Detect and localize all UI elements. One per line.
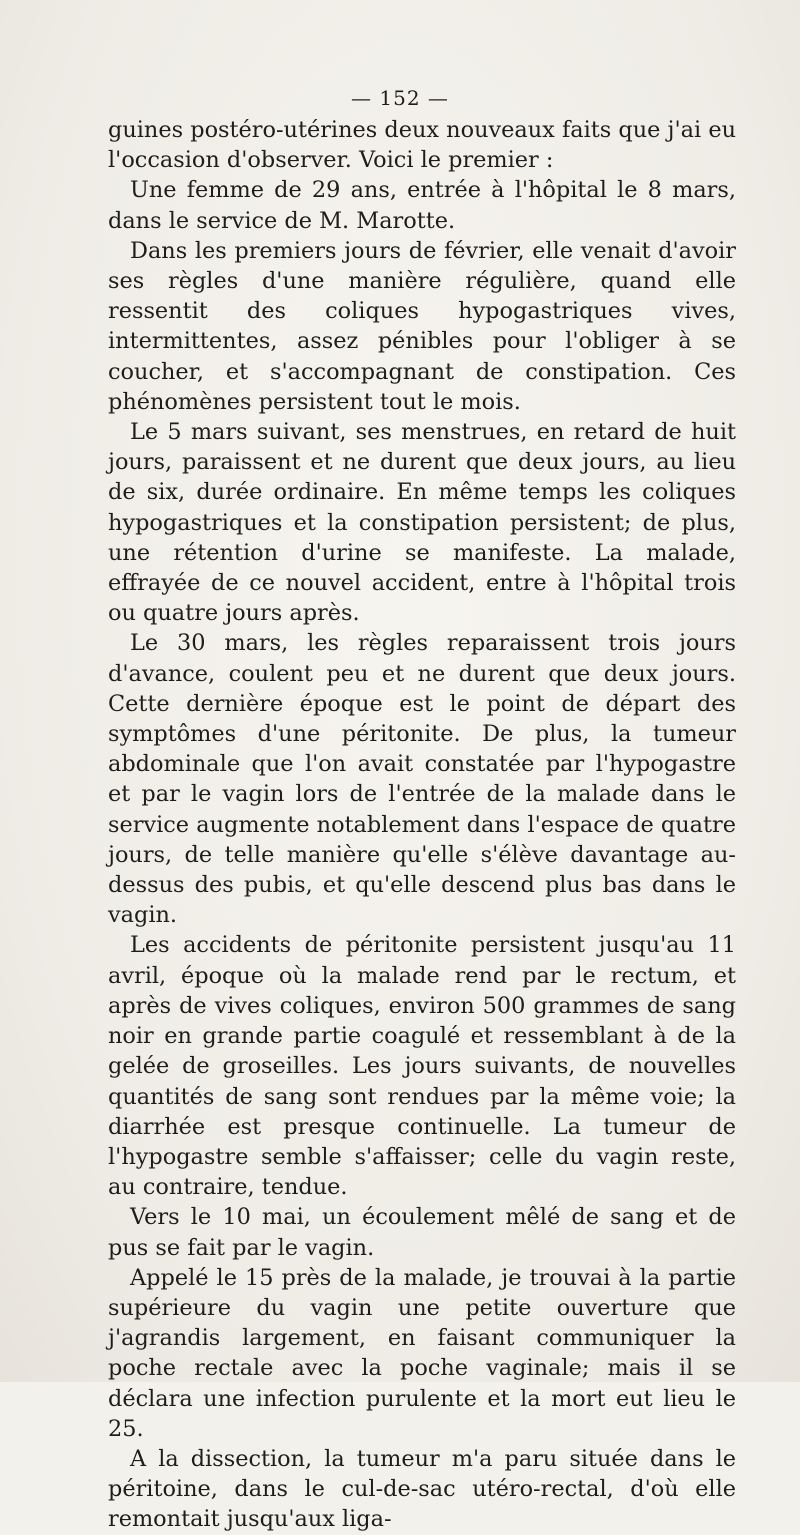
body-text xyxy=(108,115,736,1535)
paragraph: Les accidents de péritonite persistent jusqu'au 11 avril, époque où la malade rend par le rectum, et après de vives coliques, environ 500 grammes de sang noir en grande partie coagulé et ressemblant à de la gelée de groseilles. Les jours suivants, de nouvelles quantités de sang sont rendues par la même voie; la diarrhée est presque continuelle. La tumeur de l'hypogastre semble s'affaisser; celle du vagin reste, au contraire, tendue. xyxy=(108,932,736,1201)
paragraph: Une femme de 29 ans, entrée à l'hôpital le 8 mars, dans le service de M. Marotte. xyxy=(108,177,736,234)
page-number: — 152 — xyxy=(351,86,449,110)
paragraph: Dans les premiers jours de février, elle venait d'avoir ses règles d'une manière régulière, quand elle ressentit des coliques hypogastriques vives, intermittentes, assez pénibles pour l'obliger à se coucher, et s'accompagnant de constipation. Ces phénomènes persistent tout le mois. xyxy=(108,237,736,415)
paragraph: Appelé le 15 près de la malade, je trouvai à la partie supérieure du vagin une petite ouverture que j'agrandis largement, en faisant communiquer la poche rectale avec la poche vaginale; mais il se déclara une infection purulente et la mort eut lieu le 25. xyxy=(108,1264,736,1442)
paragraph: Le 30 mars, les règles reparaissent trois jours d'avance, coulent peu et ne durent que deux jours. Cette dernière époque est le point de départ des symptômes d'une péritonite. De plus, la tumeur abdominale que l'on avait constatée par l'hypogastre et par le vagin lors de l'entrée de la malade dans le service augmente notablement dans l'espace de quatre jours, de telle manière qu'elle s'élève davantage au-dessus des pubis, et qu'elle descend plus bas dans le vagin. xyxy=(108,630,736,929)
paragraph: Vers le 10 mai, un écoulement mêlé de sang et de pus se fait par le vagin. xyxy=(108,1204,736,1261)
paragraph: A la dissection, la tumeur m'a paru située dans le péritoine, dans le cul-de-sac utéro-rectal, d'où elle remontait jusqu'aux liga- xyxy=(108,1445,736,1533)
paragraph: Le 5 mars suivant, ses menstrues, en retard de huit jours, paraissent et ne durent que deux jours, au lieu de six, durée ordinaire. En même temps les coliques hypogastriques et la constipation persistent; de plus, une rétention d'urine se manifeste. La malade, effrayée de ce nouvel accident, entre à l'hôpital trois ou quatre jours après. xyxy=(108,419,736,627)
paragraph-continuation: guines postéro-utérines deux nouveaux faits que j'ai eu l'occasion d'observer. Voici le premier : xyxy=(108,117,736,174)
